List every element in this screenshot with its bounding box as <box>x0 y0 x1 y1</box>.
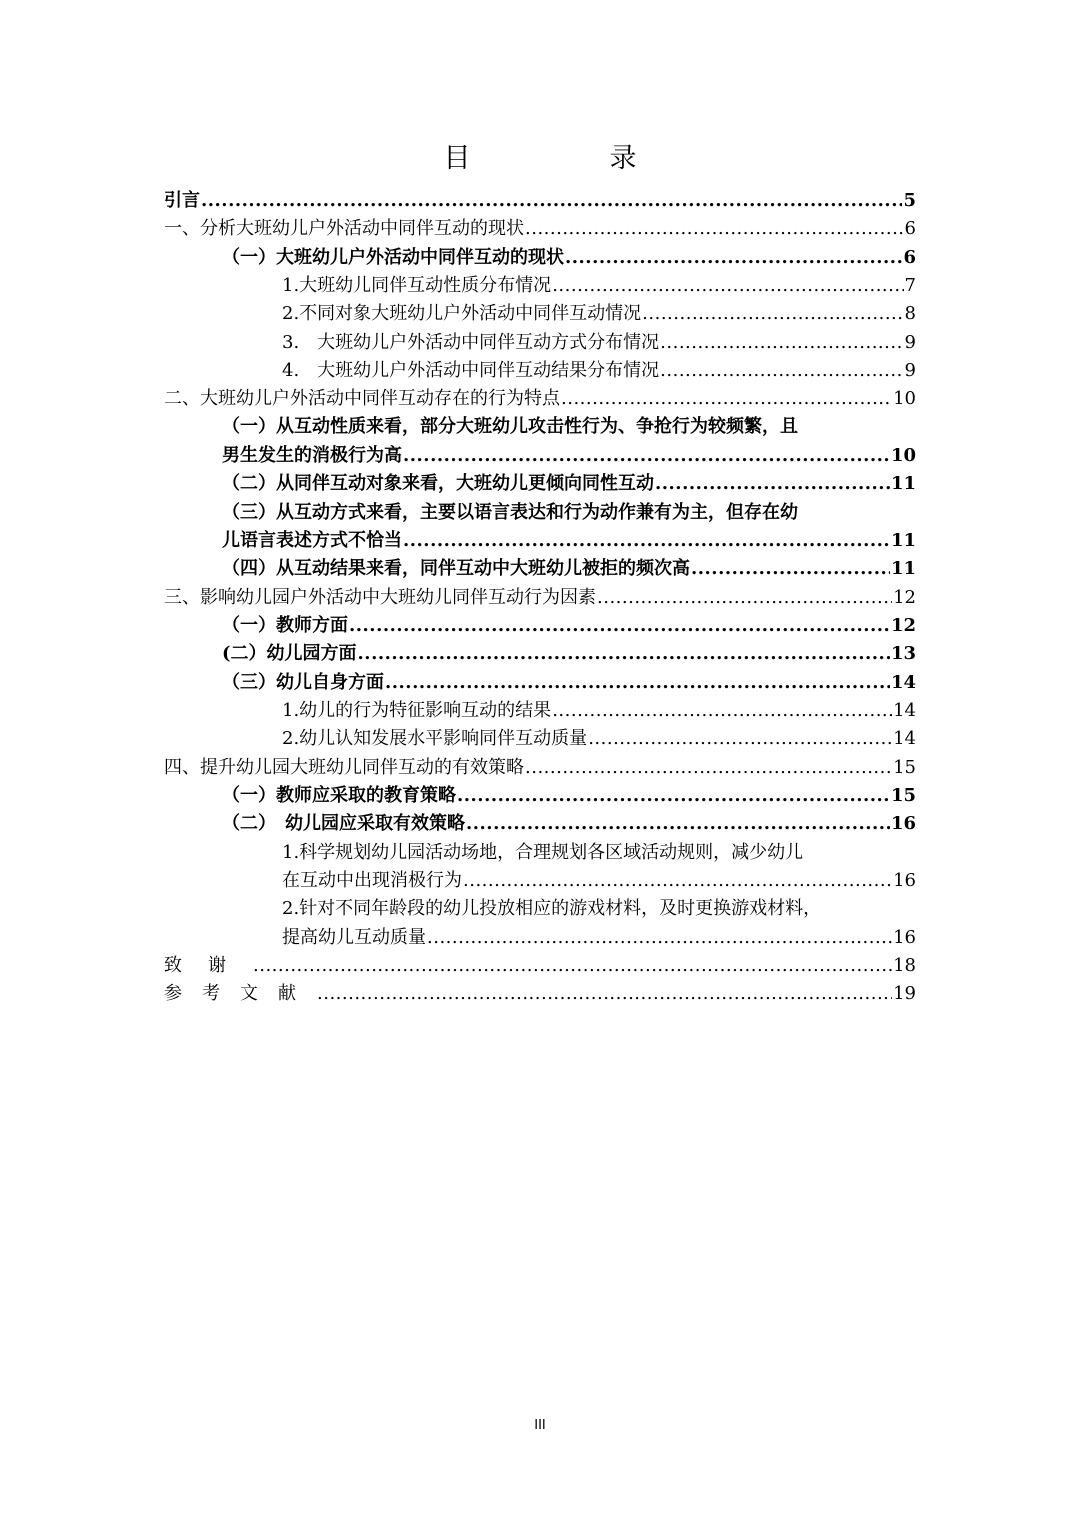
toc-item-text: 三、影响幼儿园户外活动中大班幼儿同伴互动行为因素 <box>164 587 596 608</box>
toc-item-text: 男生发生的消极行为高 <box>222 445 402 466</box>
toc-item-text: 1.幼儿的行为特征影响互动的结果 <box>282 700 552 721</box>
toc-item-section-3-2[interactable] <box>222 640 916 668</box>
toc-item-text: （二） 幼儿园应采取有效策略 <box>222 813 465 834</box>
toc-leader <box>642 300 903 328</box>
toc-item-page: 16 <box>893 870 916 891</box>
toc-leader <box>349 612 890 640</box>
toc-item-sub-1-1-4[interactable] <box>282 357 916 385</box>
toc-leader <box>588 725 892 753</box>
toc-item-text: 4. 大班幼儿户外活动中同伴互动结果分布情况 <box>282 360 660 381</box>
toc-item-text: (二）幼儿园方面 <box>222 643 357 664</box>
toc-leader <box>385 669 890 697</box>
toc-leader <box>655 470 890 498</box>
toc-item-chapter-4[interactable] <box>164 754 916 782</box>
toc-item-sub-4-2-2-line1[interactable] <box>282 895 916 923</box>
toc-item-text-first-line: 1.科学规划幼儿园活动场地，合理规划各区域活动规则，减少幼儿 <box>282 842 804 863</box>
toc-item-page: 7 <box>904 275 916 296</box>
page-title: 目 录 <box>443 143 693 174</box>
toc-item-text: 引言 <box>164 190 200 211</box>
toc-leader <box>552 697 892 725</box>
toc-item-chapter-3[interactable] <box>164 584 916 612</box>
toc-item-section-2-3-line1[interactable] <box>222 499 916 527</box>
toc-item-page: 13 <box>890 643 916 664</box>
toc-item-section-2-1-line1[interactable] <box>222 413 916 441</box>
toc-leader <box>525 754 892 782</box>
toc-item-page: 19 <box>893 983 916 1004</box>
toc-item-text: 2.不同对象大班幼儿户外活动中同伴互动情况 <box>282 303 642 324</box>
toc-leader <box>427 924 892 952</box>
toc-item-section-2-3[interactable] <box>222 527 916 555</box>
toc-item-page: 12 <box>890 615 916 636</box>
toc-item-section-2-1[interactable] <box>222 442 916 470</box>
toc-leader <box>561 385 892 413</box>
toc-leader <box>403 442 890 470</box>
toc-item-chapter-1[interactable] <box>164 215 916 243</box>
toc-item-page: 16 <box>893 927 916 948</box>
toc-item-page: 5 <box>903 190 916 211</box>
toc-item-text: 致谢 <box>164 955 252 976</box>
toc-leader <box>660 329 903 357</box>
toc-item-section-3-3[interactable] <box>222 669 916 697</box>
toc-leader <box>403 527 890 555</box>
toc-item-text: （二）从同伴互动对象来看，大班幼儿更倾向同性互动 <box>222 473 654 494</box>
toc-item-text: 2.幼儿认知发展水平影响同伴互动质量 <box>282 728 588 749</box>
toc-item-intro[interactable] <box>164 187 916 215</box>
toc-item-page: 12 <box>893 587 916 608</box>
toc-item-text: 3. 大班幼儿户外活动中同伴互动方式分布情况 <box>282 332 660 353</box>
toc-leader <box>463 867 892 895</box>
toc-item-text-first-line: 2.针对不同年龄段的幼儿投放相应的游戏材料，及时更换游戏材料， <box>282 898 822 919</box>
toc-item-page: 15 <box>893 757 916 778</box>
toc-item-section-1-1[interactable] <box>222 244 916 272</box>
toc-item-sub-1-1-3[interactable] <box>282 329 916 357</box>
toc-item-page: 15 <box>890 785 916 806</box>
toc-item-page: 9 <box>904 360 916 381</box>
toc-item-text: 提高幼儿互动质量 <box>282 927 426 948</box>
toc-item-page: 14 <box>890 672 916 693</box>
toc-item-page: 11 <box>890 530 916 551</box>
toc-item-page: 6 <box>903 247 916 268</box>
toc-item-page: 14 <box>893 728 916 749</box>
toc-leader <box>691 555 890 583</box>
toc-item-acknowledgements[interactable] <box>164 952 916 980</box>
toc-item-page: 9 <box>904 332 916 353</box>
toc-leader <box>565 244 902 272</box>
toc-item-sub-1-1-1[interactable] <box>282 272 916 300</box>
toc-item-page: 16 <box>890 813 916 834</box>
toc-item-section-2-2[interactable] <box>222 470 916 498</box>
toc-item-page: 18 <box>893 955 916 976</box>
toc-leader <box>525 215 904 243</box>
toc-leader <box>597 584 892 612</box>
toc-item-text: 1.大班幼儿同伴互动性质分布情况 <box>282 275 552 296</box>
toc-item-page: 14 <box>893 700 916 721</box>
toc-item-page: 6 <box>904 218 916 239</box>
toc-item-page: 8 <box>904 303 916 324</box>
toc-item-section-4-2[interactable] <box>222 810 916 838</box>
toc-item-text: （四）从互动结果来看，同伴互动中大班幼儿被拒的频次高 <box>222 558 690 579</box>
toc-leader <box>466 810 890 838</box>
toc-item-sub-3-3-2[interactable] <box>282 725 916 753</box>
toc-item-sub-4-2-2[interactable] <box>282 924 916 952</box>
toc-item-section-4-1[interactable] <box>222 782 916 810</box>
toc-item-text: 儿语言表述方式不恰当 <box>222 530 402 551</box>
toc-item-page: 11 <box>890 558 916 579</box>
toc-leader <box>358 640 890 668</box>
page-number: III <box>534 1418 546 1433</box>
toc-item-section-2-4[interactable] <box>222 555 916 583</box>
toc-item-text: 二、大班幼儿户外活动中同伴互动存在的行为特点 <box>164 388 560 409</box>
toc-item-text: 一、分析大班幼儿户外活动中同伴互动的现状 <box>164 218 524 239</box>
toc-leader <box>552 272 903 300</box>
toc-leader <box>253 952 892 980</box>
toc-item-text: （三）幼儿自身方面 <box>222 672 384 693</box>
toc-item-chapter-2[interactable] <box>164 385 916 413</box>
toc-item-section-3-1[interactable] <box>222 612 916 640</box>
toc-item-sub-4-2-1[interactable] <box>282 867 916 895</box>
toc-leader <box>457 782 890 810</box>
toc-item-text: （一）大班幼儿户外活动中同伴互动的现状 <box>222 247 564 268</box>
toc-item-sub-3-3-1[interactable] <box>282 697 916 725</box>
toc-item-sub-1-1-2[interactable] <box>282 300 916 328</box>
toc-item-sub-4-2-1-line1[interactable] <box>282 839 916 867</box>
toc-item-page: 11 <box>890 473 916 494</box>
toc-item-references[interactable] <box>164 980 916 1008</box>
toc-item-page: 10 <box>890 445 916 466</box>
toc-leader <box>317 980 892 1008</box>
toc-item-text: 参考文献 <box>164 983 316 1004</box>
toc-leader <box>660 357 903 385</box>
toc-item-text: （一）教师方面 <box>222 615 348 636</box>
toc-item-page: 10 <box>893 388 916 409</box>
toc-item-text-first-line: （一）从互动性质来看，部分大班幼儿攻击性行为、争抢行为较频繁，且 <box>222 416 798 437</box>
toc-item-text: 四、提升幼儿园大班幼儿同伴互动的有效策略 <box>164 757 524 778</box>
toc-item-text-first-line: （三）从互动方式来看，主要以语言表达和行为动作兼有为主，但存在幼 <box>222 502 798 523</box>
toc-item-text: 在互动中出现消极行为 <box>282 870 462 891</box>
toc-item-text: （一）教师应采取的教育策略 <box>222 785 456 806</box>
toc-leader <box>201 187 902 215</box>
